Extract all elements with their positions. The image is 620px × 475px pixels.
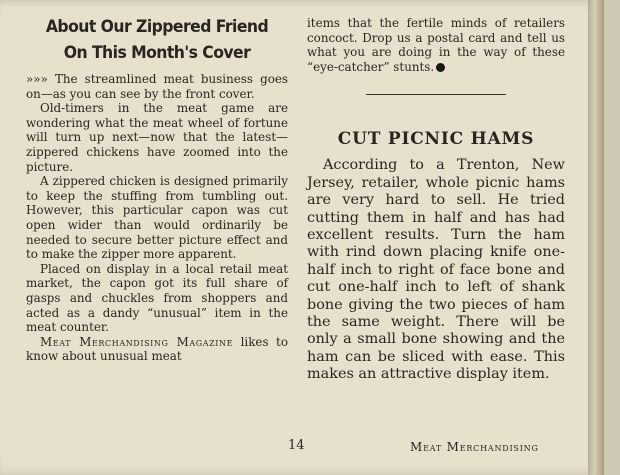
body-paragraph: Old-timers in the meat game are wondering what the meat wheel of fortune will turn up next—now that the latest—zippered chickens have zoomed into the picture. [26, 101, 288, 174]
lead-paragraph [26, 72, 288, 101]
body-paragraph: A zippered chicken is designed primarily to keep the stuffing from tumbling out. However, this particular capon was cut open wider than would ordinarily be needed to secure better picture effect and to make the zipper more apparent. [26, 174, 288, 262]
page-number: 14 [288, 438, 305, 453]
article-headline: About Our Zippered Friend On This Month's Cover [45, 17, 269, 63]
article-body: According to a Trenton, New Jersey, retailer, whole picnic hams are very hard to sell. He tried cutting them in half and has had excellent results. Turn the ham with rind down placing knife one-half inch to right of face bone and cut one-half inch to left of shank bone giving the two pieces of ham the same weight. There will be only a small bone showing and the ham can be sliced with ease. This makes an attractive display item. [307, 157, 565, 383]
closing-paragraph [26, 335, 288, 364]
lead-marker: »»» [26, 72, 48, 86]
page-edge [588, 0, 604, 475]
body-paragraph: Placed on display in a local retail meat market, the capon got its full share of gasps and chuckles from shoppers and acted as a dandy “unusual” item in the meat counter. [26, 261, 288, 335]
continued-paragraph [307, 16, 565, 74]
continued-text: items that the fertile minds of retailers concoct. Drop us a postal card and tell us what you are doing in the way of these “eye-catcher” stunts. [307, 16, 565, 74]
article-subheadline: CUT PICNIC HAMS [337, 129, 535, 150]
right-column [307, 0, 565, 384]
lead-text: The streamlined meat business goes on—as you can see by the front cover. [26, 72, 288, 101]
end-mark-icon [436, 63, 445, 72]
left-column [26, 0, 288, 364]
publication-name: Meat Merchandising Magazine [40, 334, 234, 349]
closing-text: likes to know about unusual meat [26, 334, 288, 364]
section-divider [366, 94, 506, 95]
footer-publication: Meat Merchandising [410, 440, 539, 454]
